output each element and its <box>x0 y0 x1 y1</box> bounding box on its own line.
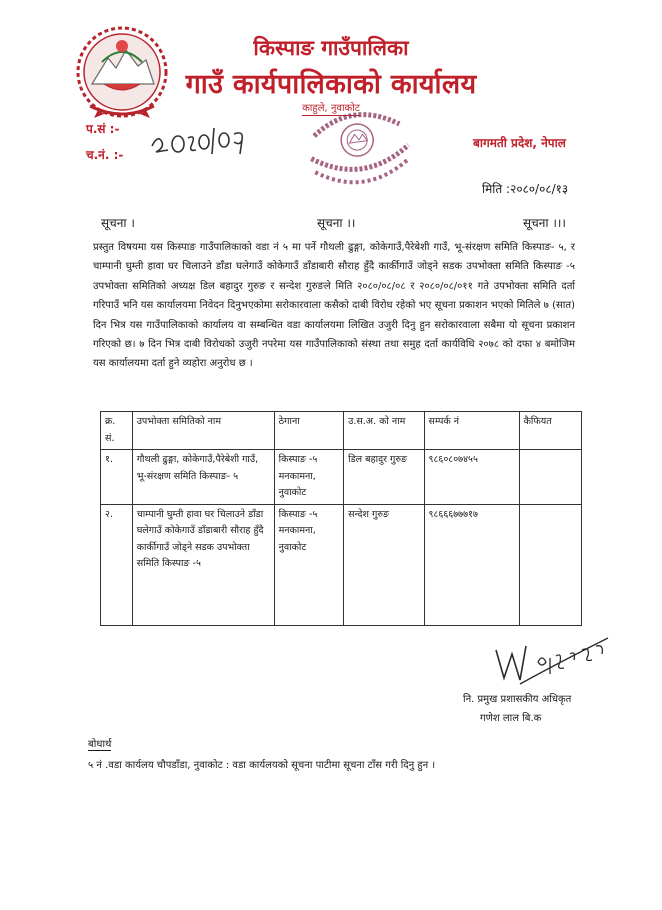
notice-body: प्रस्तुत विषयमा यस किस्पाङ गाउँपालिकाको वडा नं ५ मा पर्ने गौथली ढुङ्गा, कोकेगाउँ,पैरेबेशी गाउँ, भू-संरक्षण समिति किस्पाङ- ५, र चाम्पानी घुम्ती हावा घर चिलाउने डाँडा घलेगाउँ कोकेगाउँ डाँडाबारी सौराह हुँदै कार्कीगाउँ जोड्ने सडक उपभोक्ता समिति किस्पाङ -५ उपभोक्ता समितिको अध्यक्ष डिल बहादुर गुरुङ र सन्देश गुरुङले मिति २०८०/०८/०८ र २०८०/०८/०११ गते उपभोक्ता समिति दर्ता गरिपाउँ भनि यस कार्यालयमा निवेदन दिनुभएकोमा सरोकारवाला कसैको दाबी विरोध रहेको भए सूचना प्रकाशन भएको मितिले ७ (सात) दिन भित्र यस गाउँपालिकाको कार्यालय वा सम्बन्धित वडा कार्यालयमा लिखित उजुरी दिनु हुन सरोकारवाला सबैमा यो सूचना प्रकाशन गरिएको छ। ७ दिन भित्र दाबी विरोधको उजुरी नपरेमा यस गाउँपालिकाको संस्था तथा समुह दर्ता कार्यविधि २०७८ को दफा ४ बमोजिम यस कार्यालयमा दर्ता हुने व्यहोरा अनुरोध छ । <box>93 242 575 370</box>
cell-remarks <box>519 450 581 505</box>
office-stamp-icon <box>298 100 418 192</box>
bodharth-label: बोधार्थ <box>88 739 112 750</box>
ps-label: प.सं :- <box>86 122 120 136</box>
cell-contact: ९८६०८०७४५५ <box>424 450 519 505</box>
cell-committee-name: चाम्पानी घुम्ती हावा घर चिलाउने डाँडा घलेगाउँ कोकेगाउँ डाँडाबारी सौराह हुँदै कार्कीगाउँ जोड्ने सडक उपभोक्ता समिति किस्पाङ -५ <box>132 504 274 625</box>
handwritten-reference-number <box>150 118 250 162</box>
cell-serial: १. <box>101 450 133 505</box>
cell-address: किस्पाङ -५ मनकामना, नुवाकोट <box>274 450 344 505</box>
cell-contact: ९८६६६७७७१७ <box>424 504 519 625</box>
office-name: गाउँ कार्यपालिकाको कार्यालय <box>185 69 477 100</box>
office-address: काहुले, नुवाकोट <box>302 103 360 114</box>
signatory-title: नि. प्रमुख प्रशासकीय अधिकृत <box>463 694 572 705</box>
province-label: बागमती प्रदेश, नेपाल <box>473 136 566 150</box>
committee-table <box>100 411 582 626</box>
cell-remarks <box>519 504 581 625</box>
table-header-row <box>101 412 582 450</box>
signatory-name: गणेश लाल बि.क <box>480 713 542 724</box>
col-address: ठेगाना <box>274 412 344 450</box>
officer-signature <box>490 632 610 690</box>
col-remarks: कैफियत <box>519 412 581 450</box>
notice-title-3: सूचना ।।। <box>523 216 566 230</box>
notice-date: मिति :२०८०/०८/१३ <box>482 182 569 196</box>
col-serial: क्र. सं. <box>101 412 133 450</box>
table-row <box>101 504 582 625</box>
cell-serial: २. <box>101 504 133 625</box>
notice-title-1: सूचना । <box>101 216 135 230</box>
municipality-name: किस्पाङ गाउँपालिका <box>253 36 409 60</box>
col-contact: सम्पर्क नं <box>424 412 519 450</box>
cn-label: च.नं. :- <box>86 148 124 162</box>
table-row <box>101 450 582 505</box>
cell-committee-name: गौथली ढुङ्गा, कोकेगाउँ,पैरेबेशी गाउँ, भू-संरक्षण समिति किस्पाङ- ५ <box>132 450 274 505</box>
col-chair-name: उ.स.अ. को नाम <box>344 412 424 450</box>
bodharth-line: ५ नं .वडा कार्यलय चौपडाँडा, नुवाकोट : वडा कार्यलयको सूचना पाटीमा सूचना टाँस गरी दिनु हुन । <box>88 760 436 771</box>
notice-title-2: सूचना ।। <box>317 216 356 230</box>
cell-chair-name: सन्देश गुरुङ <box>344 504 424 625</box>
cell-chair-name: डिल बहादुर गुरुङ <box>344 450 424 505</box>
col-committee-name: उपभोक्ता समितिको नाम <box>132 412 274 450</box>
cell-address: किस्पाङ -५ मनकामना, नुवाकोट <box>274 504 344 625</box>
